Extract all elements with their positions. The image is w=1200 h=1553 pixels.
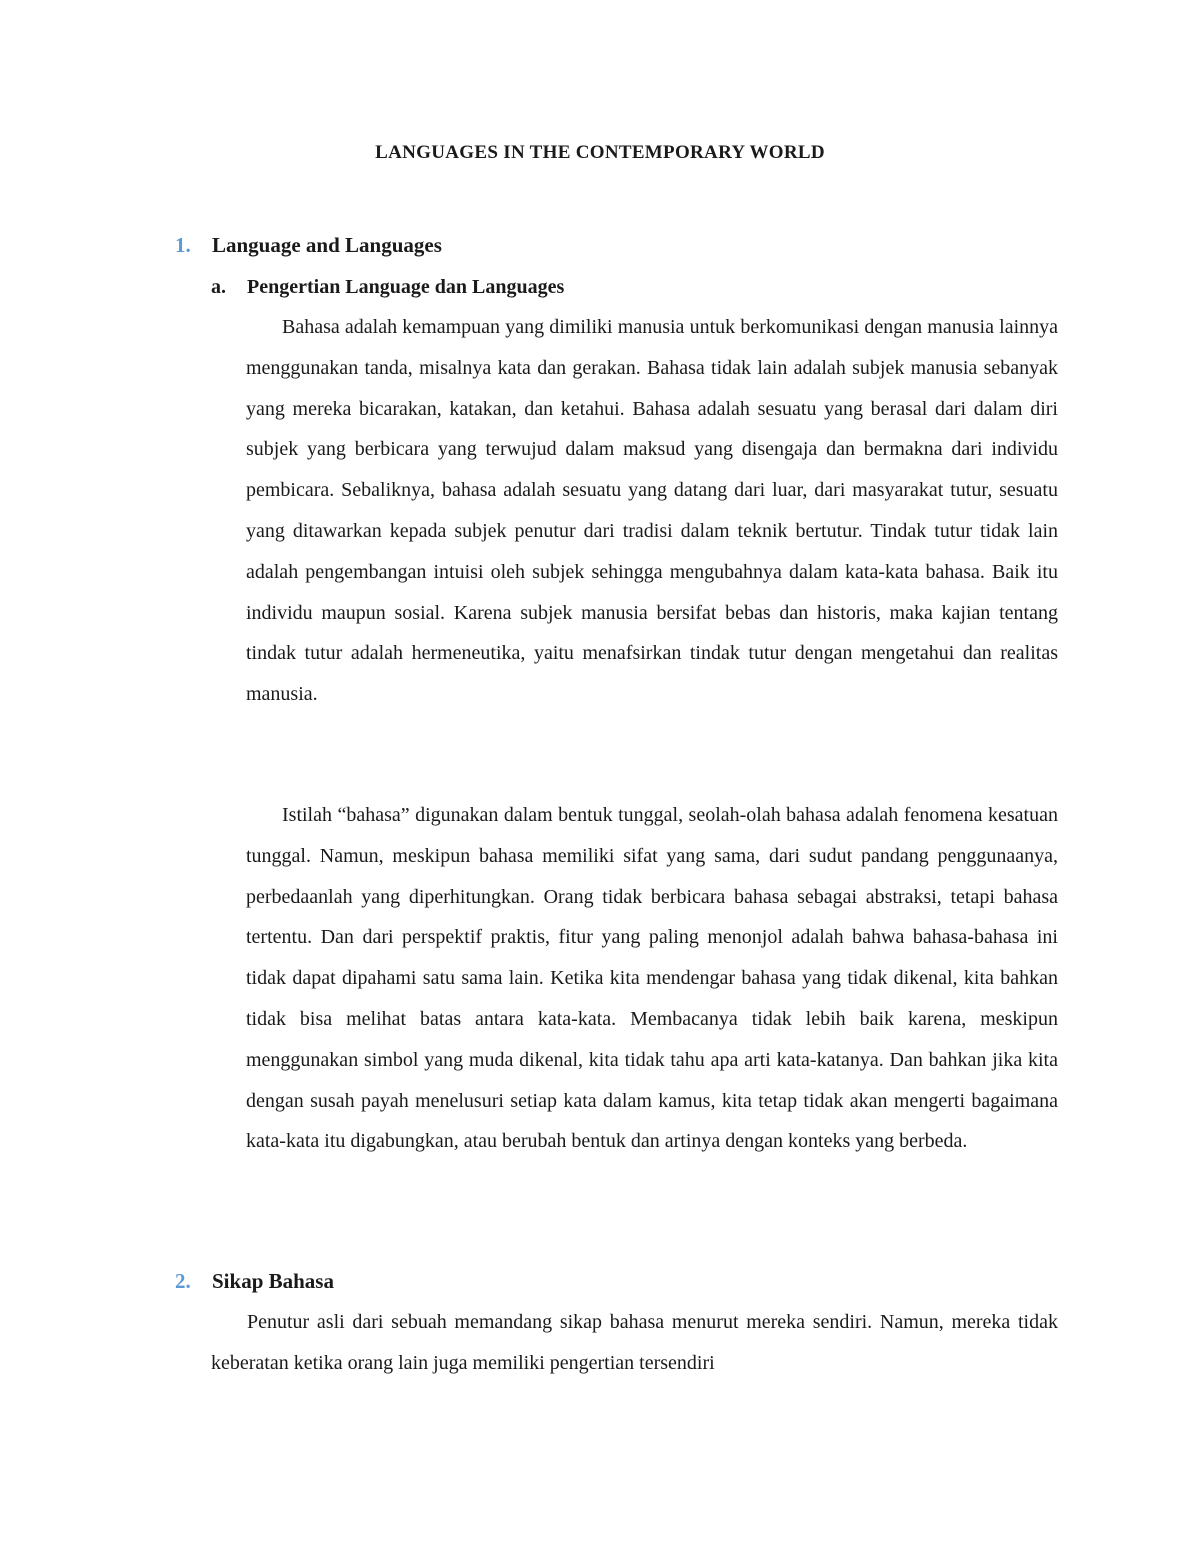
section-2-heading bbox=[175, 1269, 334, 1294]
subsection-1a-letter: a. bbox=[211, 276, 226, 298]
section-1-title: Language and Languages bbox=[212, 233, 442, 257]
paragraph-1a-2: Istilah “bahasa” digunakan dalam bentuk tunggal, seolah-olah bahasa adalah fenomena kesatuan tunggal. Namun, meskipun bahasa memiliki sifat yang sama, dari sudut pandang penggunaanya, perbedaanlah yang diperhitungkan. Orang tidak berbicara bahasa sebagai abstraksi, tetapi bahasa tertentu. Dan dari perspektif praktis, fitur yang paling menonjol adalah bahwa bahasa-bahasa ini tidak dapat dipahami satu sama lain. Ketika kita mendengar bahasa yang tidak dikenal, kita bahkan tidak bisa melihat batas antara kata-kata. Membacanya tidak lebih baik karena, meskipun menggunakan simbol yang muda dikenal, kita tidak tahu apa arti kata-katanya. Dan bahkan jika kita dengan susah payah menelusuri setiap kata dalam kamus, kita tetap tidak akan mengerti bagaimana kata-kata itu digabungkan, atau berubah bentuk dan artinya dengan konteks yang berbeda. bbox=[246, 804, 1058, 1153]
paragraph-1a-1: Bahasa adalah kemampuan yang dimiliki manusia untuk berkomunikasi dengan manusia lainnya menggunakan tanda, misalnya kata dan gerakan. Bahasa tidak lain adalah subjek manusia sebanyak yang mereka bicarakan, katakan, dan ketahui. Bahasa adalah sesuatu yang berasal dari dalam diri subjek yang berbicara yang terwujud dalam maksud yang disengaja dan bermakna dari individu pembicara. Sebaliknya, bahasa adalah sesuatu yang datang dari luar, dari masyarakat tutur, sesuatu yang ditawarkan kepada subjek penutur dari tradisi dalam teknik bertutur. Tindak tutur tidak lain adalah pengembangan intuisi oleh subjek sehingga mengubahnya dalam kata-kata bahasa. Baik itu individu maupun sosial. Karena subjek manusia bersifat bebas dan historis, maka kajian tentang tindak tutur adalah hermeneutika, yaitu menafsirkan tindak tutur dengan mengetahui dan realitas manusia. bbox=[246, 316, 1058, 706]
subsection-1a-heading bbox=[211, 276, 564, 299]
section-1-heading bbox=[175, 233, 442, 258]
section-1-number: 1. bbox=[175, 233, 191, 257]
paragraph-2-1: Penutur asli dari sebuah memandang sikap bahasa menurut mereka sendiri. Namun, mereka tidak keberatan ketika orang lain juga memiliki pengertian tersendiri bbox=[211, 1311, 1058, 1374]
document-title: LANGUAGES IN THE CONTEMPORARY WORLD bbox=[375, 142, 825, 163]
section-2-title: Sikap Bahasa bbox=[212, 1269, 334, 1293]
section-2-number: 2. bbox=[175, 1269, 191, 1293]
subsection-1a-title: Pengertian Language dan Languages bbox=[247, 276, 565, 298]
